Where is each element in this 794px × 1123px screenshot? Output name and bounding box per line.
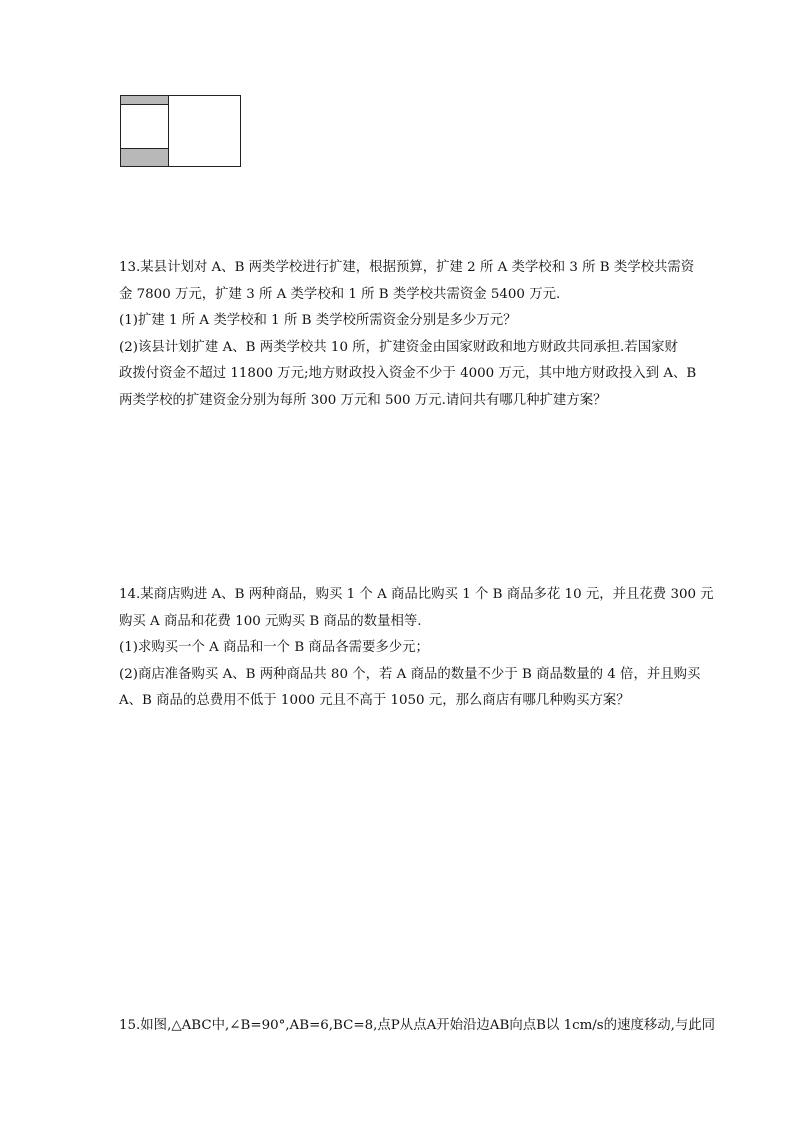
figure-bottom-shaded-strip [121,148,168,166]
problem-14-part-1: (1)求购买一个 A 商品和一个 B 商品各需要多少元； [119,640,429,655]
rectangle-figure [120,95,241,167]
figure-top-shaded-strip [121,96,168,105]
problem-15-line: 15.如图,△ABC中,∠B=90°,AB=6,BC=8,点P从点A开始沿边AB向点B以 1cm/s的速度移动,与此同 [119,1018,716,1033]
problem-15 [119,1013,716,1040]
problem-13-line: 金 7800 万元，扩建 3 所 A 类学校和 1 所 B 类学校共需资金 5400 万元. [119,286,561,302]
problem-14-part-2: (2)商店准备购买 A、B 两种商品共 80 个，若 A 商品的数量不少于 B 商品数量的 4 倍，并且购买 [119,666,701,682]
problem-14-line: 购买 A 商品和花费 100 元购买 B 商品的数量相等. [119,613,422,629]
problem-13-line: 政拨付资金不超过 11800 万元;地方财政投入资金不少于 4000 万元，其中地方财政投入到 A、B [119,366,697,381]
problem-14-line: A、B 商品的总费用不低于 1000 元且不高于 1050 元，那么商店有哪几种购买方案？ [119,693,630,708]
problem-13-line: 13.某县计划对 A、B 两类学校进行扩建，根据预算，扩建 2 所 A 类学校和 3 所 B 类学校共需资 [119,260,695,275]
problem-13-part-1: (1)扩建 1 所 A 类学校和 1 所 B 类学校所需资金分别是多少万元？ [119,313,517,328]
problem-13 [119,255,704,414]
problem-14-line: 14.某商店购进 A、B 两种商品，购买 1 个 A 商品比购买 1 个 B 商品多花 10 元，并且花费 300 元 [119,587,714,602]
problem-13-line: 两类学校的扩建资金分别为每所 300 万元和 500 万元.请问共有哪几种扩建方案？ [119,392,607,408]
problem-13-part-2: (2)该县计划扩建 A、B 两类学校共 10 所，扩建资金由国家财政和地方财政共同承担.若国家财 [119,339,678,355]
problem-14 [119,582,714,715]
figure-left-panel [121,96,169,166]
